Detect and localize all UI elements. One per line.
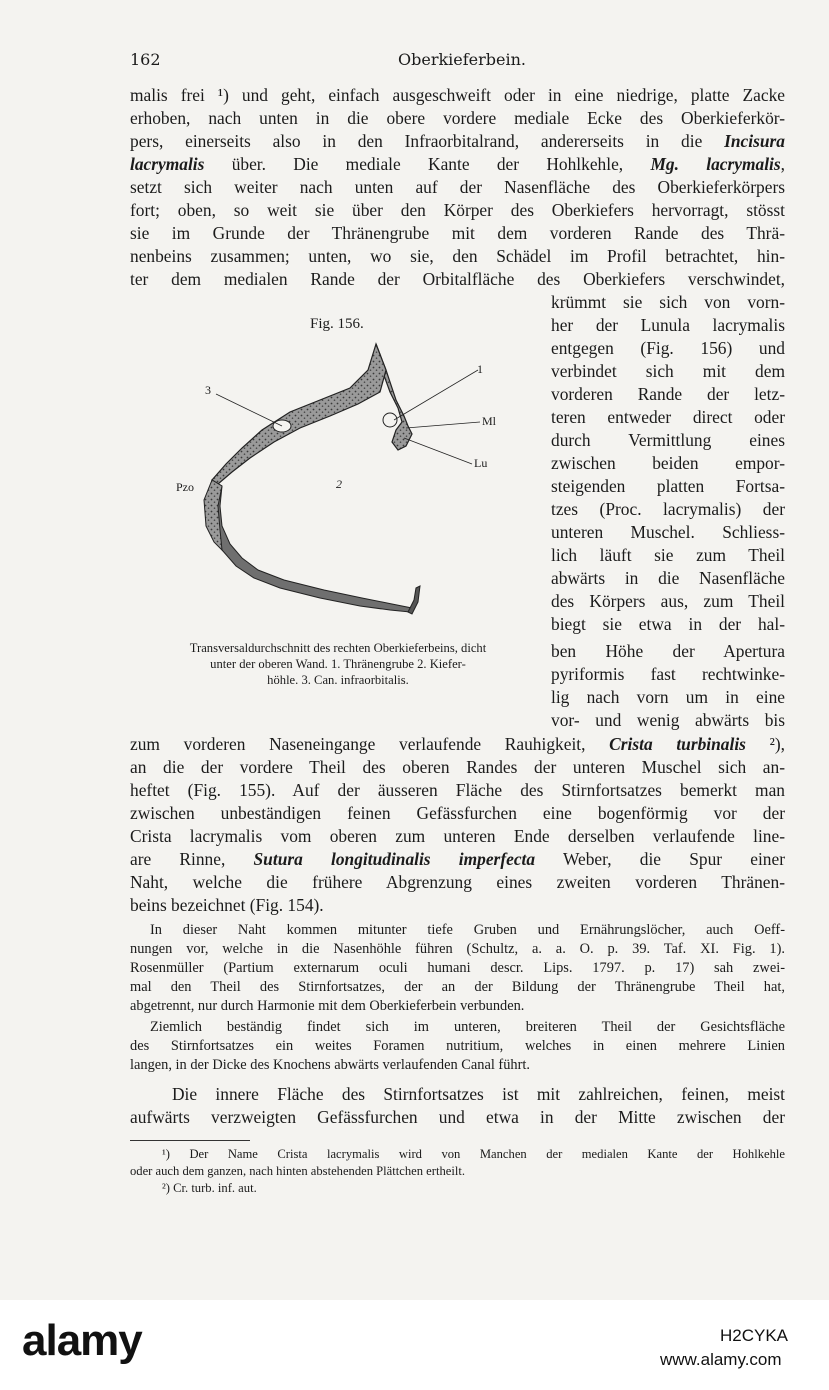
text-line: are Rinne, Sutura longitudinalis imperfecta Weber, die Spur einer (130, 849, 786, 869)
text-line: pyriformis fast rechtwinke- (551, 664, 785, 684)
text-line: unteren Muschel. Schliess- (551, 522, 785, 542)
text-line: lig nach vorn um in eine (551, 687, 785, 707)
term-mg-lacrymalis: Mg. lacrymalis (650, 154, 781, 174)
text-line: her der Lunula lacrymalis (551, 315, 785, 335)
text-line: an die der vordere Theil des oberen Randes der unteren Muschel sich an- (130, 757, 785, 777)
text-line: krümmt sie sich von vorn- (551, 292, 785, 312)
figure-label: Fig. 156. (310, 316, 364, 332)
fig-label-lu: Lu (474, 456, 488, 470)
bone-section-lateral (208, 480, 412, 612)
text-line: nenbeins zusammen; unten, wo sie, den Schädel im Profil betrachtet, hin- (130, 246, 785, 266)
stock-url[interactable]: www.alamy.com (660, 1350, 782, 1369)
text-line: lich läuft sie zum Theil (551, 545, 785, 565)
text-line: vor- und wenig abwärts bis (551, 710, 785, 730)
text-line: teren entweder direct oder (551, 407, 785, 427)
text-line: zwischen unbeständigen feinen Gefässfurchen eine bogenförmig vor der (130, 803, 785, 823)
caption-line: unter der oberen Wand. 1. Thränengrube 2. Kiefer- (210, 657, 466, 671)
fig-label-2: 2 (336, 477, 342, 491)
term-crista-turbinalis: Crista turbinalis (609, 734, 746, 754)
caption-line: höhle. 3. Can. infraorbitalis. (267, 673, 409, 687)
text-line: Naht, welche die frühere Abgrenzung eines zweiten vorderen Thränen- (130, 872, 785, 892)
small-line: mal den Theil des Stirnfortsatzes, der an der Bildung der Thränengrube Theil hat, (130, 979, 785, 995)
text-line: fort; oben, so weit sie über den Körper des Oberkiefers hervorragt, stösst (130, 200, 785, 220)
small-line: langen, in der Dicke des Knochens abwärts verlaufenden Canal führt. (130, 1057, 530, 1073)
fig-label-ml: Ml (482, 414, 497, 428)
term-sutura: Sutura longitudinalis imperfecta (253, 849, 536, 869)
footnote-line: oder auch dem ganzen, nach hinten abstehenden Plättchen ertheilt. (130, 1164, 466, 1178)
text-line: tzes (Proc. lacrymalis) der (551, 499, 785, 519)
text-line: Die innere Fläche des Stirnfortsatzes ist mit zahlreichen, feinen, meist (172, 1084, 785, 1104)
small-line: abgetrennt, nur durch Harmonie mit dem Oberkieferbein verbunden. (130, 998, 525, 1014)
text-line: durch Vermittlung eines (551, 430, 785, 450)
bone-hook (408, 586, 420, 614)
fig-label-3: 3 (205, 383, 211, 397)
small-line: nungen vor, welche in die Nasenhöhle führen (Schultz, a. a. O. p. 39. Taf. XI. Fig. 1). (130, 941, 785, 957)
footnote-line: ¹) Der Name Crista lacrymalis wird von Manchen der medialen Kante der Hohlkehle (162, 1147, 785, 1161)
lacrimal-groove (383, 413, 397, 427)
text-line: aufwärts verzweigten Gefässfurchen und etwa in der Mitte zwischen der (130, 1107, 785, 1127)
text-line: steigenden platten Fortsa- (551, 476, 785, 496)
text-line: beins bezeichnet (Fig. 154). (130, 895, 324, 915)
text-line: abwärts in die Nasenfläche (551, 568, 785, 588)
text-line: biegt sie etwa in der hal- (551, 614, 785, 634)
text-line: ter dem medialen Rande der Orbitalfläche des Oberkiefers verschwindet, (130, 269, 785, 289)
text-line: ben Höhe der Apertura (551, 641, 785, 661)
text-line: sie im Grunde der Thränengrube mit dem vorderen Rande des Thrä- (130, 223, 785, 243)
text-line: lacrymalis über. Die mediale Kante der Hohlkehle, Mg. lacrymalis, (130, 154, 785, 174)
page-number: 162 (130, 50, 161, 69)
text-line: des Körpers aus, zum Theil (551, 591, 785, 611)
bone-section-upper (212, 344, 386, 484)
term-incisura: Incisura (724, 131, 785, 151)
small-line: In dieser Naht kommen mitunter tiefe Gruben und Ernährungslöcher, auch Oeff- (150, 922, 785, 938)
small-line: Rosenmüller (Partium externarum oculi humani descr. Lips. 1797. p. 17) sah zwei- (130, 960, 785, 976)
text-line: Crista lacrymalis vom oberen zum unteren Ende derselben verlaufende line- (130, 826, 785, 846)
text-line: zum vorderen Naseneingange verlaufende Rauhigkeit, Crista turbinalis ²), (130, 734, 785, 754)
running-head: Oberkieferbein. (398, 50, 527, 69)
caption-line: Transversaldurchschnitt des rechten Oberkieferbeins, dicht (189, 641, 487, 655)
figure-156-drawing (150, 330, 550, 630)
footnote-rule (130, 1140, 250, 1141)
text-line: erhoben, nach unten in die obere vordere mediale Ecke des Oberkieferkör- (130, 108, 785, 128)
stock-logo[interactable]: alamy (22, 1316, 142, 1365)
fig-label-pzo: Pzo (176, 480, 194, 494)
small-line: des Stirnfortsatzes ein weites Foramen nutritium, welches in einen mehrere Linien (130, 1038, 785, 1054)
text-line: heftet (Fig. 155). Auf der äusseren Fläche des Stirnfortsatzes bemerkt man (130, 780, 785, 800)
footnote-line: ²) Cr. turb. inf. aut. (162, 1181, 257, 1195)
small-line: Ziemlich beständig findet sich im unteren, breiteren Theil der Gesichtsfläche (150, 1019, 785, 1035)
term-lacrymalis: lacrymalis (130, 154, 205, 174)
text-line: entgegen (Fig. 156) und (551, 338, 785, 358)
stock-image-id: H2CYKA (720, 1326, 789, 1345)
text-line: setzt sich weiter nach unten auf der Nasenfläche des Oberkieferkörpers (130, 177, 785, 197)
text-line: zwischen beiden empor- (551, 453, 785, 473)
text-line: pers, einerseits also in den Infraorbitalrand, andererseits in die Incisura (130, 131, 785, 151)
text-line: malis frei ¹) und geht, einfach ausgeschweift oder in eine niedrige, platte Zacke (130, 85, 785, 105)
fig-label-1: 1 (477, 362, 483, 376)
text-line: vorderen Rande der letz- (551, 384, 785, 404)
text-line: verbindet sich mit dem (551, 361, 785, 381)
